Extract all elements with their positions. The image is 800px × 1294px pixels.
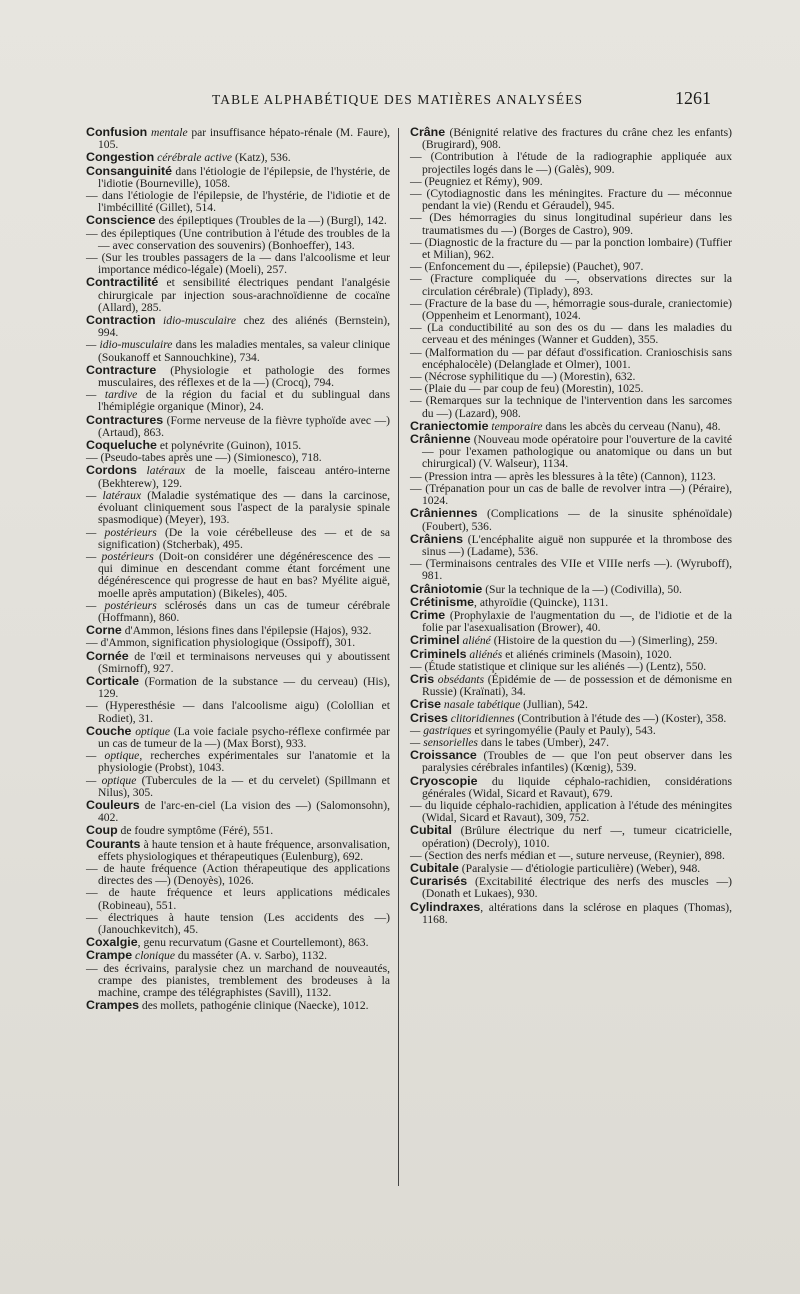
entry-text: — (Malformation du — par défaut d'ossification. Cranioschisis sans encéphalocèle) (Delanglade et Olmer), 1001.: [410, 345, 732, 371]
entry-headword: Crâniennes: [410, 506, 478, 521]
entry-headword: Crétinisme: [410, 594, 475, 609]
entry-text: (Bénignité relative des fractures du crâne chez les enfants) (Brugirard), 908.: [422, 126, 732, 152]
entry-headword: Crânienne: [410, 432, 471, 447]
entry-qualifier: — idio-musculaire: [86, 338, 173, 352]
entry-headword: Corticale: [86, 673, 140, 688]
entry-text: et syringomyélie (Pauly et Pauly), 543.: [471, 723, 656, 737]
entry-text: (Sur la technique de la —) (Codivilla), 50.: [482, 582, 682, 596]
entry-text: (Tubercules de la — et du cervelet) (Spillmann et Nilus), 305.: [98, 773, 390, 799]
index-entry: [86, 725, 390, 750]
entry-text: — dans l'étiologie de l'épilepsie, de l'hystérie, de l'idiotie et de l'imbécillité (Gillet), 514.: [86, 189, 390, 215]
entry-qualifier: nasale tabétique: [443, 698, 521, 712]
entry-qualifier: clitoridiennes: [450, 711, 515, 725]
entry-headword: Crâniens: [410, 531, 464, 546]
entry-headword: Confusion: [86, 125, 148, 139]
index-entry: [86, 799, 390, 824]
entry-text: — (Des hémorragies du sinus longitudinal supérieur dans les traumatismes du —) (Borges de Castro), 909.: [410, 211, 732, 237]
entry-text: (De la voie cérébelleuse des — et de sa signification) (Stcherbak), 495.: [98, 525, 390, 551]
index-entry: [410, 322, 732, 346]
entry-headword: Corne: [86, 623, 122, 638]
entry-headword: Cordons: [86, 463, 137, 478]
index-entry: [410, 507, 732, 532]
entry-text: (Katz), 536.: [232, 151, 291, 165]
entry-qualifier: — optique: [86, 749, 140, 763]
index-entry: [410, 901, 732, 926]
index-entry: [86, 838, 390, 863]
index-entry: [86, 228, 390, 252]
page-number: 1261: [675, 88, 711, 108]
index-entry: [410, 395, 732, 419]
index-entry: [86, 750, 390, 774]
index-entry: [410, 698, 732, 711]
index-entry: [86, 252, 390, 276]
entry-text: de l'œil et terminaisons nerveuses qui y aboutissent (Smirnoff), 927.: [98, 649, 390, 675]
entry-text: des épileptiques (Troubles de la —) (Burgl), 142.: [155, 214, 387, 228]
entry-headword: Coqueluche: [86, 438, 157, 453]
entry-text: d'Ammon, lésions fines dans l'épilepsie (Hajos), 932.: [121, 624, 372, 638]
index-entry: [86, 650, 390, 675]
index-entry: [86, 887, 390, 911]
entry-text: — d'Ammon, signification physiologique (Ossipoff), 301.: [86, 636, 356, 650]
entry-headword: Courants: [86, 836, 141, 851]
index-entry: [86, 963, 390, 1000]
entry-qualifier: latéraux: [146, 464, 186, 478]
entry-text: dans les abcès du cerveau (Nanu), 48.: [542, 419, 721, 433]
index-entry: [86, 912, 390, 936]
index-entry: [410, 273, 732, 297]
entry-text: (Brûlure électrique du nerf —, tumeur cicatricielle, opération) (Decroly), 1010.: [422, 824, 732, 850]
index-entry: [410, 661, 732, 673]
entry-text: — (Pression intra — après les blessures à la tête) (Cannon), 1123.: [410, 469, 716, 483]
entry-headword: Cubital: [410, 823, 452, 838]
entry-text: — électriques à haute tension (Les accidents des —) (Janouchkevitch), 45.: [86, 910, 390, 936]
entry-headword: Contraction: [86, 313, 156, 328]
index-entry: [86, 464, 390, 489]
entry-text: dans les maladies mentales, sa valeur clinique (Soukanoff et Sannouchkine), 734.: [98, 338, 391, 364]
index-entry: [86, 389, 390, 413]
entry-qualifier: — sensorielles: [410, 735, 478, 749]
entry-text: — (Nécrose syphilitique du —) (Morestin), 632.: [410, 370, 636, 384]
entry-headword: Cornée: [86, 648, 129, 663]
index-entry: [410, 875, 732, 900]
entry-qualifier: — tardive: [86, 388, 138, 402]
entry-text: (Formation de la substance — du cerveau) (His), 129.: [98, 674, 390, 701]
entry-text: à haute tension et à haute fréquence, arsonvalisation, effets physiologiques et thérapeutiques (Eulenburg), 692.: [98, 837, 390, 863]
entry-headword: Crime: [410, 607, 446, 622]
running-title: TABLE ALPHABÉTIQUE DES MATIÈRES ANALYSÉES: [212, 92, 584, 107]
entry-text: — de haute fréquence et leurs applications médicales (Robineau), 551.: [86, 886, 390, 912]
entry-text: — (Cytodiagnostic dans les méningites. Fracture du — méconnue pendant la vie) (Rendu et Géraudel), 945.: [410, 187, 732, 213]
entry-qualifier: idio-musculaire: [163, 314, 237, 328]
entry-text: — du liquide céphalo-rachidien, application à l'étude des méningites (Widal, Sicard et Ravaut), 309, 752.: [410, 798, 732, 825]
entry-headword: Congestion: [86, 150, 155, 165]
index-entry: [86, 637, 390, 649]
index-entry: [410, 298, 732, 322]
entry-headword: Curarisés: [410, 874, 468, 889]
entry-qualifier: — gastriques: [410, 723, 472, 737]
entry-text: (La voie faciale psycho-réflexe confirmée par un cas de tumeur de la —) (Max Borst), 933.: [98, 724, 390, 750]
entry-text: du masséter (A. v. Sarbo), 1132.: [174, 949, 328, 963]
entry-qualifier: aliéné: [462, 634, 491, 648]
entry-text: (Maladie systématique des — dans la carcinose, évoluant cliniquement sous l'aspect de la paralysie spinale spasmodique) (Meyer), 193.: [98, 488, 391, 527]
entry-text: — (Enfoncement du —, épilepsie) (Pauchet), 907.: [410, 260, 644, 274]
entry-text: de l'arc-en-ciel (La vision des —) (Salomonsohn), 402.: [98, 798, 390, 825]
entry-headword: Crise: [410, 697, 441, 712]
entry-text: , genu recurvatum (Gasne et Courtellemont), 863.: [137, 936, 369, 950]
entry-text: (Nouveau mode opératoire pour l'ouverture de la cavité — pour l'examen pathologique ou anatomique ou dans un but chirurgical) (V. Walseur), 1134.: [422, 433, 732, 471]
entry-qualifier: aliénés: [469, 647, 503, 661]
entry-headword: Crises: [410, 710, 448, 725]
index-entry: [410, 433, 732, 471]
column-divider: [398, 128, 399, 1186]
index-entry: [86, 414, 390, 439]
entry-text: (Jullian), 542.: [520, 698, 588, 712]
index-entry: [86, 339, 390, 363]
entry-headword: Cubitale: [410, 860, 459, 875]
entry-text: et sensibilité électriques pendant l'analgésie chirurgicale par injection sous-arachnoïdienne de cocaïne (Allard), 285.: [98, 276, 390, 314]
right-column: [410, 126, 732, 926]
index-entry: [86, 675, 390, 700]
entry-text: des mollets, pathogénie clinique (Naecke), 1012.: [139, 999, 369, 1013]
entry-text: (L'encéphalite aiguë non suppurée et la thrombose des sinus —) (Ladame), 536.: [422, 532, 732, 558]
entry-text: dans l'étiologie de l'épilepsie, de l'hystérie, de l'idiotie (Bourneville), 1058.: [98, 164, 390, 190]
entry-headword: Criminel: [410, 633, 460, 648]
index-entry: [410, 212, 732, 236]
entry-text: — (Hyperesthésie — dans l'alcoolisme aigu) (Colollian et Rodiet), 31.: [86, 699, 390, 725]
entry-headword: Crampes: [86, 998, 140, 1013]
entry-qualifier: clonique: [135, 949, 175, 963]
index-entry: [410, 188, 732, 212]
index-entry: [410, 824, 732, 849]
entry-text: et aliénés criminels (Masoin), 1020.: [502, 647, 672, 661]
index-entry: [410, 347, 732, 371]
index-entry: [410, 673, 732, 698]
index-entry: [410, 775, 732, 800]
entry-text: et polynévrite (Guinon), 1015.: [156, 439, 302, 453]
entry-qualifier: — postérieurs: [86, 525, 157, 539]
entry-headword: Coup: [86, 823, 118, 838]
entry-headword: Crampe: [86, 948, 133, 963]
entry-text: (Troubles de — que l'on peut observer dans les paralysies cérébrales infantiles) (Kœnig), 539.: [422, 749, 732, 775]
entry-text: — (Fracture de la base du —, hémorragie sous-durale, craniectomie) (Oppenheim et Lenormant), 1024.: [410, 296, 732, 323]
entry-headword: Couleurs: [86, 797, 140, 812]
index-entry: [86, 551, 390, 600]
entry-text: (Histoire de la question du —) (Simerling), 259.: [490, 634, 718, 648]
entry-qualifier: — postérieurs: [86, 549, 154, 563]
entry-headword: Craniectomie: [410, 418, 489, 433]
entry-text: — (Peugniez et Rémy), 909.: [410, 174, 543, 188]
entry-text: par insuffisance hépato-rénale (M. Faure), 105.: [98, 126, 390, 152]
index-entry: [86, 490, 390, 527]
left-column: [86, 126, 390, 1012]
entry-headword: Cris: [410, 671, 435, 686]
entry-text: (Contribution à l'étude des —) (Koster), 358.: [514, 711, 727, 725]
entry-headword: Contracture: [86, 362, 157, 377]
entry-qualifier: mentale: [150, 126, 188, 139]
entry-text: — (Remarques sur la technique de l'intervention dans les sarcomes du —) (Lazard), 908.: [410, 394, 732, 420]
entry-qualifier: cérébrale active: [157, 151, 233, 165]
entry-text: (Excitabilité électrique des nerfs des muscles —) (Donath et Lukaes), 930.: [422, 875, 732, 901]
index-entry: [410, 151, 732, 175]
index-entry: [410, 609, 732, 634]
index-entry: [86, 276, 390, 314]
entry-qualifier: — postérieurs: [86, 598, 157, 612]
index-entry: [410, 237, 732, 261]
entry-headword: Conscience: [86, 213, 156, 228]
entry-text: (Physiologie et pathologie des formes musculaires, des réflexes et de la —) (Crocq), 794.: [98, 363, 390, 390]
entry-text: — (La conductibilité au son des os du — dans les maladies du cerveau et des méninges (Wanner et Gudden), 355.: [410, 321, 732, 347]
entry-headword: Cylindraxes: [410, 899, 481, 914]
entry-text: — (Plaie du — par coup de feu) (Morestin), 1025.: [410, 382, 644, 396]
entry-text: — (Trépanation pour un cas de balle de revolver intra —) (Péraire), 1024.: [410, 481, 732, 508]
entry-headword: Contractures: [86, 412, 164, 427]
entry-text: de la région du facial et du sublingual dans l'hémiplégie organique (Minor), 24.: [98, 388, 390, 414]
entry-text: dans le tabes (Umber), 247.: [477, 735, 609, 749]
entry-text: , athyroïdie (Quincke), 1131.: [474, 595, 609, 609]
entry-text: — (Sur les troubles passagers de la — dans l'alcoolisme et leur importance médico-légale) (Moeli), 257.: [86, 251, 390, 277]
index-entry: [86, 775, 390, 799]
index-entry: [86, 527, 390, 551]
index-entry: [86, 190, 390, 214]
index-entry: [410, 126, 732, 151]
entry-text: , recherches expérimentales sur l'anatomie et la physiologie (Probst), 1043.: [98, 749, 390, 775]
entry-text: — des épileptiques (Une contribution à l'étude des troubles de la — avec conservation des souvenirs) (Bonhoeffer), 143.: [86, 226, 390, 252]
entry-text: du liquide céphalo-rachidien, considérations générales (Widal, Sicard et Ravaut), 679.: [422, 774, 732, 800]
index-entry: [410, 483, 732, 507]
entry-text: — des écrivains, paralysie chez un marchand de nouveautés, crampe des pianistes, tremblement des brodeuses à la machine, crampe des télégraphistes (Savill), 1132.: [86, 961, 390, 1000]
entry-text: (Paralysie — d'étiologie particulière) (Weber), 948.: [458, 861, 701, 875]
entry-text: chez des aliénés (Bernstein), 994.: [98, 314, 390, 340]
entry-text: (Forme nerveuse de la fièvre typhoïde avec —) (Artaud), 863.: [98, 413, 390, 439]
index-entry: [86, 600, 390, 624]
index-entry: [86, 863, 390, 887]
entry-text: (Épidémie de — de possession et de démonisme en Russie) (Kraïnati), 34.: [422, 672, 732, 699]
index-entry: [410, 800, 732, 824]
entry-headword: Croissance: [410, 748, 477, 763]
entry-text: — (Pseudo-tabes après une —) (Simionesco), 718.: [86, 451, 322, 465]
entry-headword: Couche: [86, 723, 132, 738]
entry-text: sclérosés dans un cas de tumeur cérébrale (Hoffmann), 860.: [98, 598, 390, 624]
index-entry: [86, 314, 390, 339]
index-entry: [86, 999, 390, 1012]
entry-headword: Contractilité: [86, 275, 159, 290]
entry-headword: Crâniotomie: [410, 581, 483, 596]
entry-text: — (Étude statistique et clinique sur les aliénés —) (Lentz), 550.: [410, 659, 707, 673]
index-entry: [86, 700, 390, 724]
entry-text: (Doit-on considérer une dégénérescence des — qui diminue en descendant comme étant forcément une dégénérescence qui progresse de haut en bas? Myélite aiguë, moelle après amputation) (Bikeles), 405.: [98, 549, 390, 600]
entry-text: — (Diagnostic de la fracture du — par la ponction lombaire) (Tuffier et Milian), 962.: [410, 235, 732, 262]
entry-headword: Coxalgie: [86, 935, 138, 950]
entry-text: de la moelle, faisceau antéro-interne (Bekhterew), 129.: [98, 464, 390, 490]
entry-text: — de haute fréquence (Action thérapeutique des applications directes des —) (Denoyès), 1026.: [86, 861, 390, 888]
entry-qualifier: obsédants: [437, 672, 485, 686]
entry-text: — (Fracture compliquée du —, observations directes sur la circulation cérébrale) (Tiplady), 893.: [410, 272, 732, 298]
page-header: [0, 88, 800, 112]
index-entry: [86, 364, 390, 389]
entry-text: , altérations dans la sclérose en plaques (Thomas), 1168.: [422, 900, 732, 926]
entry-text: (Prophylaxie de l'augmentation du —, de l'idiotie et de la folie par l'asexualisation (Brower), 40.: [422, 608, 732, 635]
entry-text: (Complications — de la sinusite sphénoïdale) (Foubert), 536.: [422, 507, 732, 533]
entry-headword: Cryoscopie: [410, 773, 478, 788]
entry-headword: Crâne: [410, 125, 446, 139]
index-entry: [410, 749, 732, 774]
entry-qualifier: optique: [135, 724, 170, 738]
entry-text: de foudre symptôme (Féré), 551.: [117, 824, 274, 838]
index-entry: [410, 596, 732, 609]
entry-text: — (Contribution à l'étude de la radiographie appliquée aux projectiles logés dans le —) (Galès), 909.: [410, 150, 732, 176]
index-entry: [410, 558, 732, 582]
entry-qualifier: — latéraux: [86, 488, 142, 502]
entry-qualifier: temporaire: [491, 419, 543, 433]
entry-qualifier: — optique: [86, 773, 137, 787]
entry-headword: Consanguinité: [86, 163, 173, 178]
entry-text: — (Terminaisons centrales des VIIe et VIIIe nerfs —). (Wyruboff), 981.: [410, 557, 732, 583]
index-entry: [86, 126, 390, 151]
entry-headword: Criminels: [410, 646, 467, 661]
entry-text: — (Section des nerfs médian et —, suture nerveuse, (Reynier), 898.: [410, 848, 725, 862]
index-entry: [410, 533, 732, 558]
index-entry: [86, 165, 390, 190]
